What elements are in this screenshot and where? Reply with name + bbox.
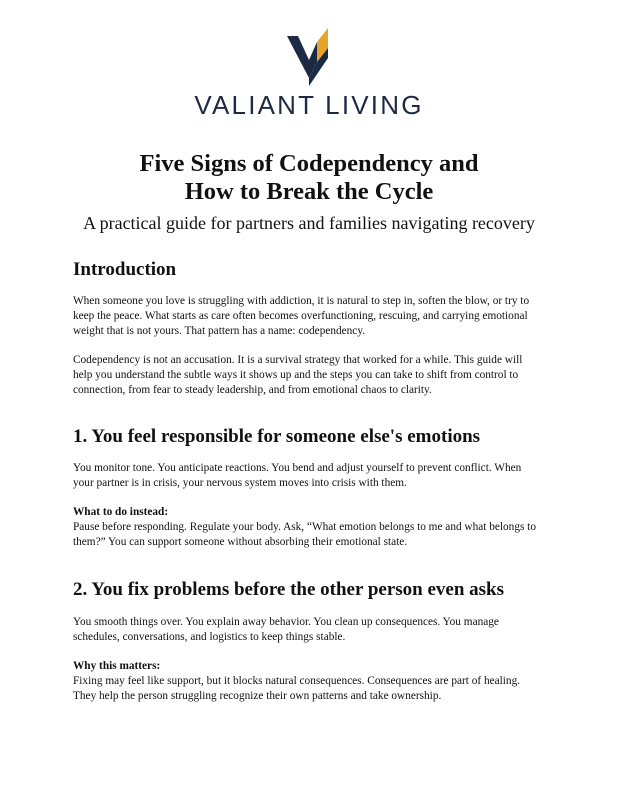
intro-paragraph-2: Codependency is not an accusation. It is a survival strategy that worked for a while. This guide will help you understand the subtle ways it shows up and the steps you can take to shift from control to connection, from fear to steady leadership, and from emotional chaos to clarity.	[73, 354, 523, 396]
section-1-body: You monitor tone. You anticipate reactions. You bend and adjust yourself to prevent conflict. When your partner is in crisis, your nervous system moves into crisis with them.	[73, 462, 522, 489]
title-line-1: Five Signs of Codependency and	[139, 150, 479, 177]
intro-heading: Introduction	[73, 259, 177, 280]
valiant-living-chevron-icon	[287, 28, 331, 86]
document-title	[0, 150, 618, 206]
section-2-body: You smooth things over. You explain away behavior. You clean up consequences. You manage schedules, conversations, and logistics to keep things stable.	[73, 616, 499, 643]
section-2-tip-text: Fixing may feel like support, but it blocks natural consequences. Consequences are part of healing. They help the person struggling recognize their own patterns and take ownership.	[73, 675, 521, 702]
brand-name: VALIANT LIVING	[194, 90, 424, 120]
section-1-tip-text: Pause before responding. Regulate your body. Ask, “What emotion belongs to me and what belongs to them?” You can support someone without absorbing their emotional state.	[73, 521, 536, 548]
section-1-tip-label: What to do instead:	[73, 506, 169, 518]
title-line-2: How to Break the Cycle	[184, 178, 434, 205]
section-2-heading: 2. You fix problems before the other person even asks	[73, 579, 505, 600]
title-block	[0, 150, 618, 234]
document-subtitle: A practical guide for partners and families navigating recovery	[83, 213, 535, 233]
section-2-tip-label: Why this matters:	[73, 660, 161, 672]
section-1-heading: 1. You feel responsible for someone else's emotions	[73, 426, 481, 447]
document-body	[73, 258, 543, 704]
section-1-tip	[73, 505, 543, 550]
intro-paragraph-1: When someone you love is struggling with addiction, it is natural to step in, soften the blow, or try to keep the peace. What starts as care often becomes overfunctioning, rescuing, and carrying emotional weight that is not yours. That pattern has a name: codependency.	[73, 295, 530, 337]
brand-logo	[0, 28, 618, 121]
section-2-tip	[73, 659, 543, 704]
